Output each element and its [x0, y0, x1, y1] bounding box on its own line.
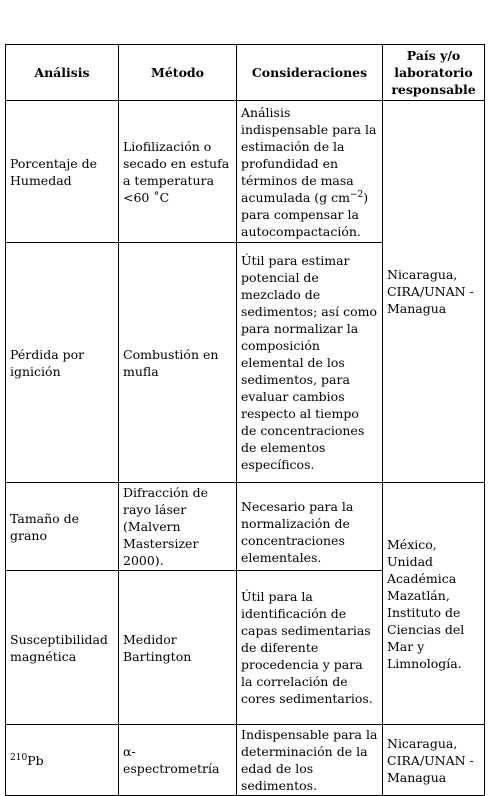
consideraciones-text: Análisis indispensable para la estimación de la profundidad en términos de masa acumulada (g cm	[241, 104, 377, 205]
isotope-symbol: Pb	[27, 752, 44, 768]
analisis-cell: Tamaño de grano	[6, 483, 119, 571]
consideraciones-cell	[237, 101, 383, 243]
table-row	[6, 483, 485, 571]
lab-cell: Nicaragua, CIRA/UNAN -Managua	[383, 725, 485, 796]
header-metodo: Método	[119, 45, 237, 101]
header-row	[6, 45, 485, 101]
consideraciones-cell: Necesario para la normalización de concentraciones elementales.	[237, 483, 383, 571]
consideraciones-cell: Útil para estimar potencial de mezclado de sedimentos; así como para normalizar la composición elemental de los sedimentos, para evaluar cambios respecto al tiempo de concentraciones de elementos específicos.	[237, 243, 383, 483]
exponent: −2	[350, 189, 364, 200]
analisis-cell: Pérdida por ignición	[6, 243, 119, 483]
header-consideraciones: Consideraciones	[237, 45, 383, 101]
consideraciones-text-tail: ) para compensar la autocompactación.	[241, 189, 369, 239]
lab-cell: Nicaragua, CIRA/UNAN -Managua	[383, 101, 485, 483]
methods-table	[5, 44, 485, 796]
analisis-cell: Susceptibilidad magnética	[6, 571, 119, 725]
metodo-cell: Combustión en mufla	[119, 243, 237, 483]
header-analisis: Análisis	[6, 45, 119, 101]
table-row	[6, 101, 485, 243]
header-pais: País y/o laboratorio responsable	[383, 45, 485, 101]
metodo-cell: Medidor Bartington	[119, 571, 237, 725]
table-row	[6, 725, 485, 796]
analisis-cell	[6, 725, 119, 796]
metodo-cell: α-espectrometría	[119, 725, 237, 796]
lab-cell: México, Unidad Académica Mazatlán, Instituto de Ciencias del Mar y Limnología.	[383, 483, 485, 725]
analisis-cell: Porcentaje de Humedad	[6, 101, 119, 243]
consideraciones-cell: Indispensable para la determinación de la edad de los sedimentos.	[237, 725, 383, 796]
isotope-mass: 210	[10, 752, 28, 763]
consideraciones-cell: Útil para la identificación de capas sedimentarias de diferente procedencia y para la correlación de cores sedimentarios.	[237, 571, 383, 725]
metodo-cell: Liofilización o secado en estufa a temperatura <60 ˚C	[119, 101, 237, 243]
metodo-cell: Difracción de rayo láser (Malvern Mastersizer 2000).	[119, 483, 237, 571]
